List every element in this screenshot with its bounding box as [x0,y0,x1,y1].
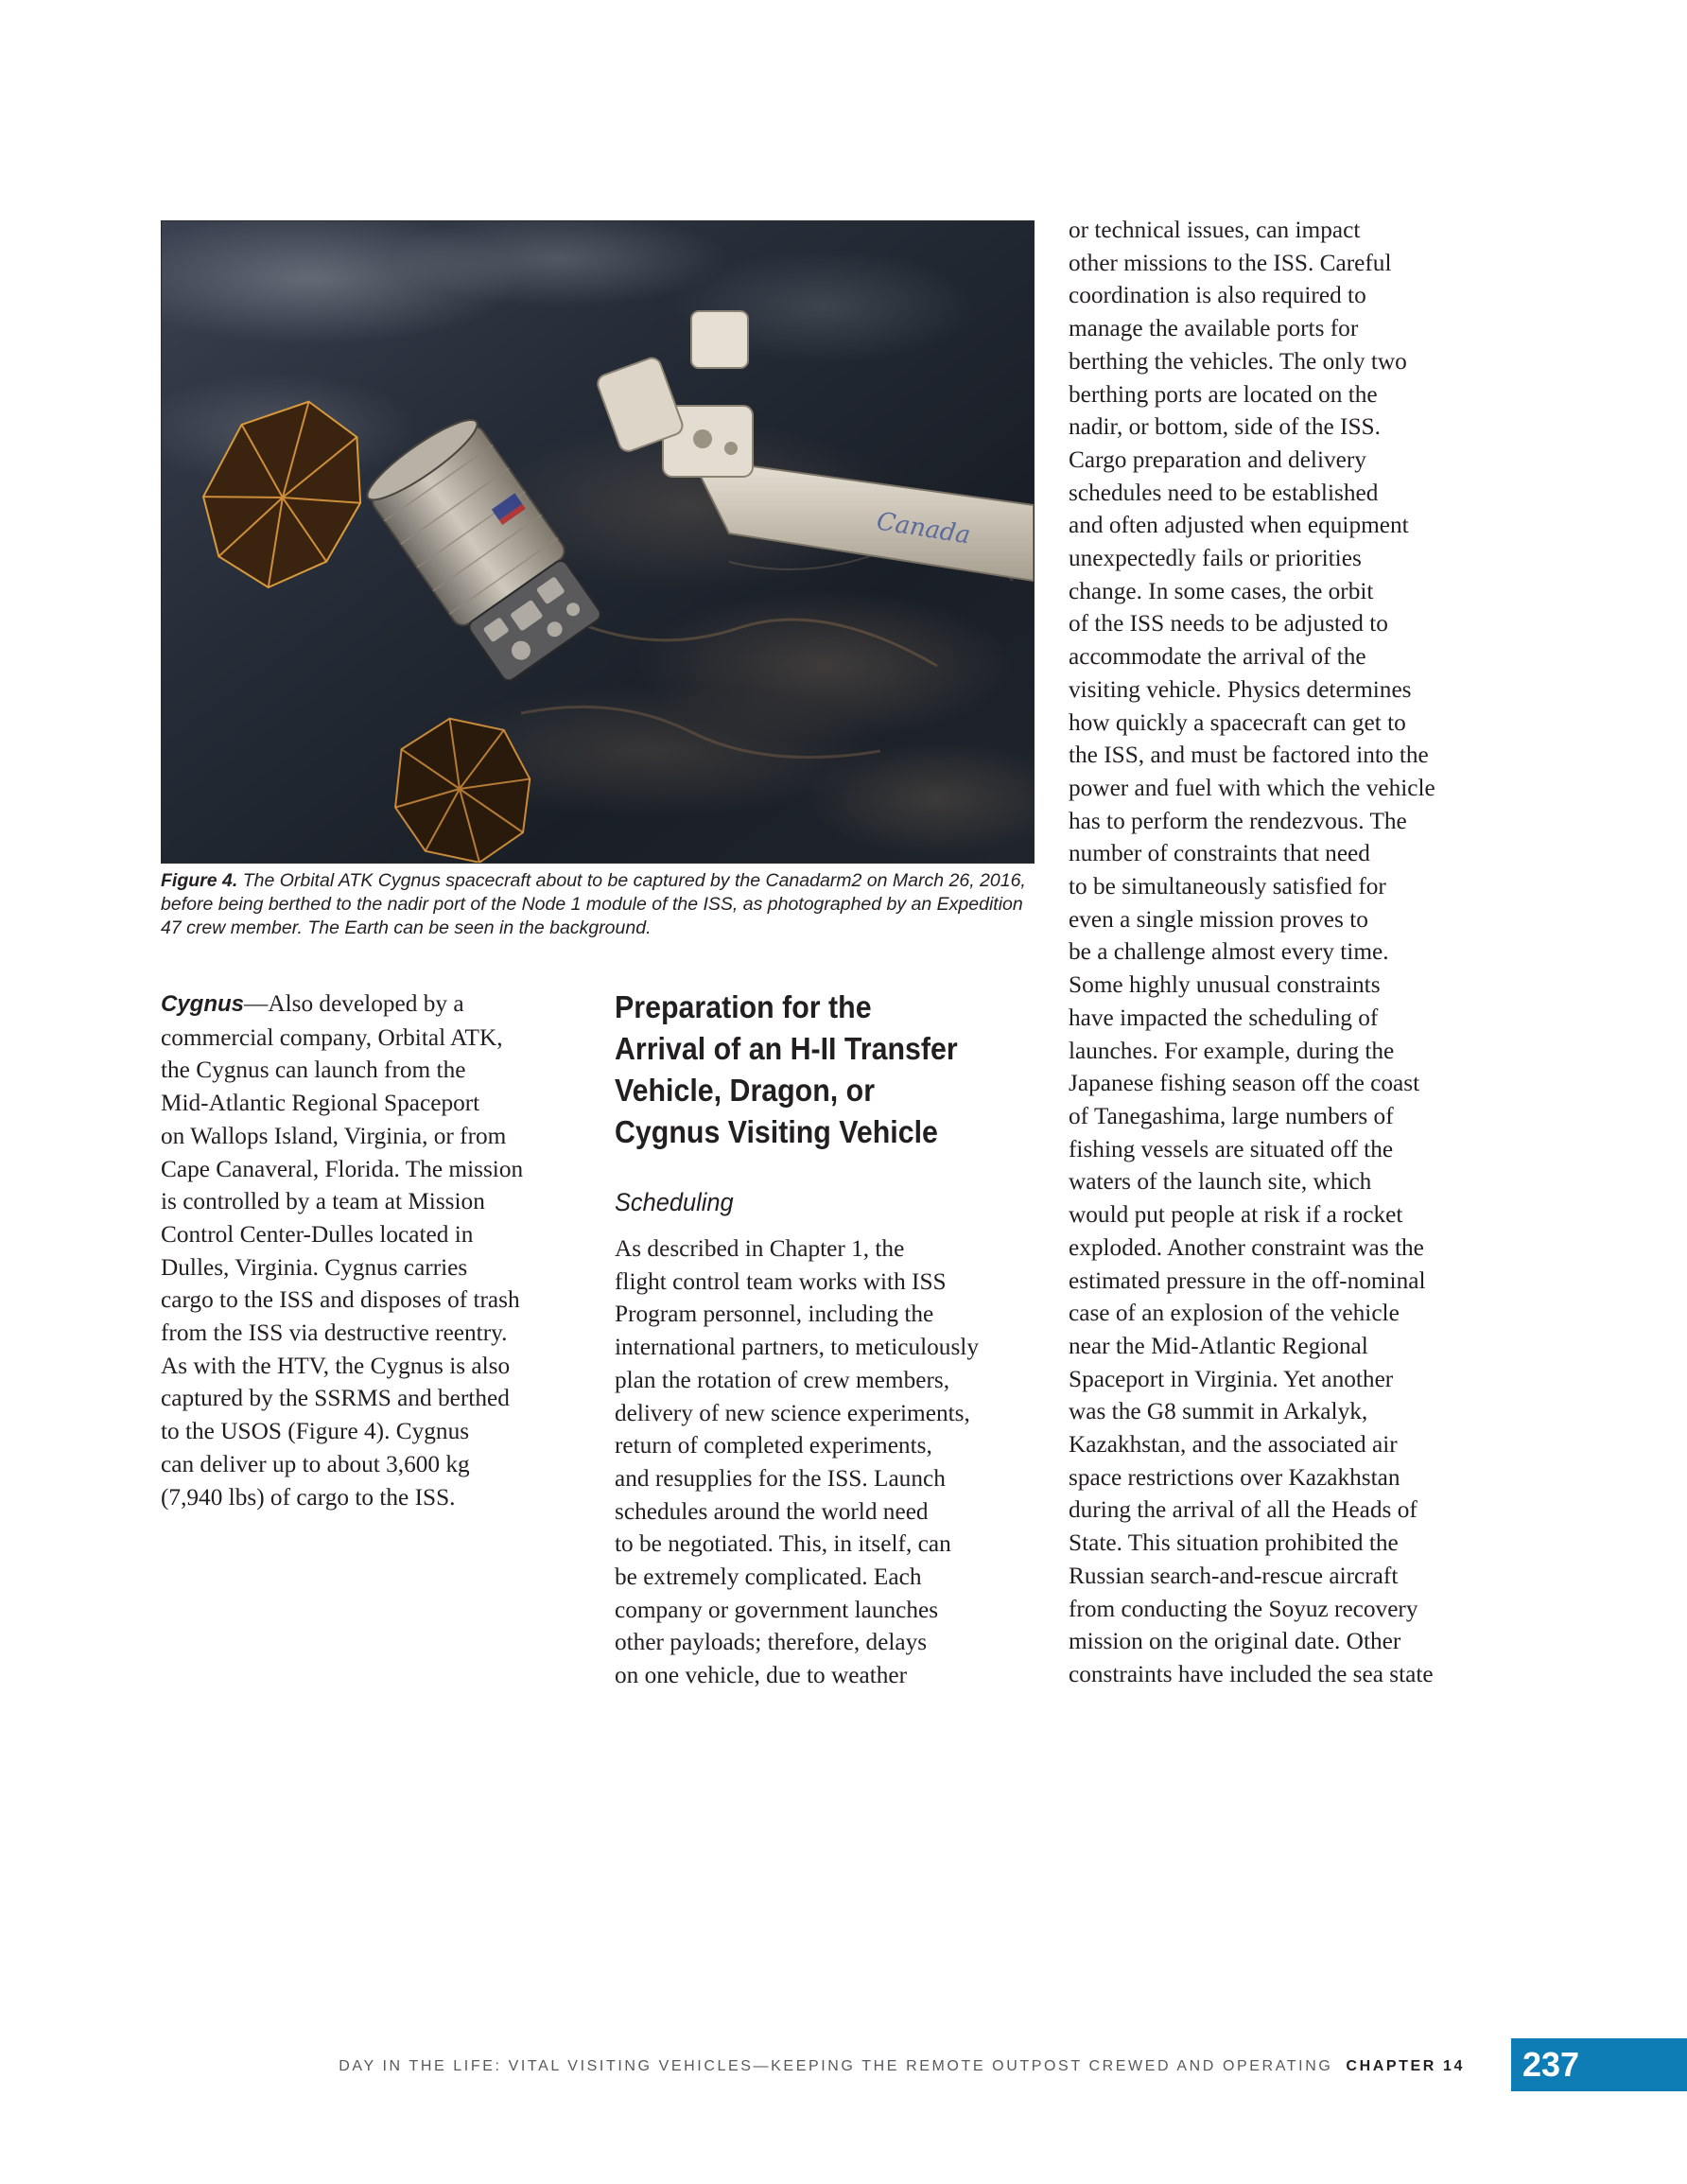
column-line: Spaceport in Virginia. Yet another [1069,1365,1394,1392]
column-line: coordination is also required to [1069,282,1366,309]
column-line: on one vehicle, due to weather [615,1662,908,1689]
column-line: accommodate the arrival of the [1069,643,1366,671]
column-line: change. In some cases, the orbit [1069,577,1374,604]
running-footer [339,2057,1465,2076]
column-line: unexpectedly fails or priorities [1069,545,1362,572]
column-line: State. This situation prohibited the [1069,1529,1399,1557]
column-line: schedules need to be established [1069,479,1379,506]
column-line: As with the HTV, the Cygnus is also [161,1352,511,1379]
column-line: the Cygnus can launch from the [161,1057,466,1084]
column-line: has to perform the rendezvous. The [1069,807,1407,834]
page-number: 237 [1522,2045,1580,2084]
cygnus-runin-heading: Cygnus [161,991,245,1017]
column-line: the ISS, and must be factored into the [1069,742,1429,769]
column-line: manage the available ports for [1069,315,1359,342]
subheading-scheduling: Scheduling [615,1188,734,1216]
column-line: to be simultaneously satisfied for [1069,873,1386,900]
chapter-label: CHAPTER 14 [1346,2058,1465,2074]
column-line: Control Center-Dulles located in [161,1220,474,1248]
column-line-text: —Also developed by a [244,990,464,1017]
column-line: Mid-Atlantic Regional Spaceport [161,1090,480,1117]
column-scheduling-continued [1069,214,1522,1691]
column-line: Program personnel, including the [615,1301,934,1328]
running-footer-title: DAY IN THE LIFE: VITAL VISITING VEHICLES—KEEPING THE REMOTE OUTPOST CREWED AND OPERATING [339,2058,1333,2074]
column-line: visiting vehicle. Physics determines [1069,675,1412,703]
column-line: Kazakhstan, and the associated air [1069,1431,1398,1459]
column-line: berthing ports are located on the [1069,380,1378,408]
column-line: have impacted the scheduling of [1069,1004,1379,1031]
column-line: cargo to the ISS and disposes of trash [161,1286,520,1314]
column-line: Japanese fishing season off the coast [1069,1070,1420,1097]
column-scheduling [615,1232,1040,1692]
section-heading-line: Cygnus Visiting Vehicle [615,1114,938,1149]
column-line: waters of the launch site, which [1069,1168,1372,1196]
column-cygnus [161,987,586,1513]
column-line: berthing the vehicles. The only two [1069,347,1407,375]
column-line: fishing vessels are situated off the [1069,1135,1394,1162]
column-line: would put people at risk if a rocket [1069,1201,1403,1229]
column-line: during the arrival of all the Heads of [1069,1496,1417,1524]
column-line: plan the rotation of crew members, [615,1366,950,1393]
column-line: be extremely complicated. Each [615,1564,922,1591]
column-line: how quickly a spacecraft can get to [1069,708,1406,736]
column-line: on Wallops Island, Virginia, or from [161,1122,507,1149]
column-line: launches. For example, during the [1069,1037,1395,1064]
column-line: international partners, to meticulously [615,1334,979,1361]
column-line: space restrictions over Kazakhstan [1069,1463,1400,1491]
figure-caption [161,869,1031,940]
column-line: from the ISS via destructive reentry. [161,1319,508,1347]
column-line: from conducting the Soyuz recovery [1069,1595,1418,1622]
column-line: As described in Chapter 1, the [615,1235,905,1262]
column-line: Cargo preparation and delivery [1069,446,1366,473]
column-line: power and fuel with which the vehicle [1069,774,1435,801]
cygnus-canadarm2-photo [162,221,1034,863]
column-line: can deliver up to about 3,600 kg [161,1450,470,1477]
column-line: number of constraints that need [1069,840,1370,867]
column-line: exploded. Another constraint was the [1069,1233,1424,1261]
column-line: commercial company, Orbital ATK, [161,1023,503,1051]
column-line: mission on the original date. Other [1069,1628,1401,1655]
column-line: return of completed experiments, [615,1432,932,1459]
column-line: nadir, or bottom, side of the ISS. [1069,413,1381,441]
figure-caption-label: Figure 4. [161,870,238,891]
column-line: is controlled by a team at Mission [161,1188,485,1215]
figure-caption-text: The Orbital ATK Cygnus spacecraft about to be captured by the Canadarm2 on March 26, 2016, before being berthed to the nadir port of the Node 1 module of the ISS, as photographed by an Expedition 47 crew member. The Earth can be seen in the background. [161,870,1026,938]
column-line: Dulles, Virginia. Cygnus carries [161,1253,468,1281]
column-line [161,987,586,1022]
column-line: schedules around the world need [615,1497,929,1525]
column-line: to the USOS (Figure 4). Cygnus [161,1418,470,1445]
column-line: be a challenge almost every time. [1069,938,1389,966]
column-line: was the G8 summit in Arkalyk, [1069,1398,1368,1425]
column-line: Russian search-and-rescue aircraft [1069,1562,1399,1589]
column-line: of the ISS needs to be adjusted to [1069,610,1388,638]
column-line: or technical issues, can impact [1069,217,1361,243]
column-line: and resupplies for the ISS. Launch [615,1464,946,1492]
column-line: other missions to the ISS. Careful [1069,249,1392,276]
column-line: captured by the SSRMS and berthed [161,1385,510,1412]
section-heading-line: Vehicle, Dragon, or [615,1073,876,1108]
column-line: other payloads; therefore, delays [615,1629,928,1656]
column-line: of Tanegashima, large numbers of [1069,1102,1394,1129]
column-line: company or government launches [615,1596,939,1623]
column-line: (7,940 lbs) of cargo to the ISS. [161,1483,456,1511]
column-line: to be negotiated. This, in itself, can [615,1530,951,1558]
figure-photo [161,220,1035,864]
section-heading [615,987,1015,1153]
column-line: constraints have included the sea state [1069,1660,1434,1687]
column-line: near the Mid-Atlantic Regional [1069,1332,1368,1359]
column-line: and often adjusted when equipment [1069,512,1409,539]
column-line: even a single mission proves to [1069,905,1368,933]
svg-text:Canada: Canada [874,507,973,550]
column-line: estimated pressure in the off-nominal [1069,1267,1426,1294]
section-heading-line: Arrival of an H-II Transfer [615,1031,958,1066]
column-line: case of an explosion of the vehicle [1069,1300,1400,1327]
column-line: Cape Canaveral, Florida. The mission [161,1155,524,1182]
column-line: Some highly unusual constraints [1069,971,1381,999]
column-line: delivery of new science experiments, [615,1399,970,1426]
section-heading-line: Preparation for the [615,989,872,1024]
column-line: flight control team works with ISS [615,1267,947,1295]
page-number-tab [1511,2038,1687,2091]
